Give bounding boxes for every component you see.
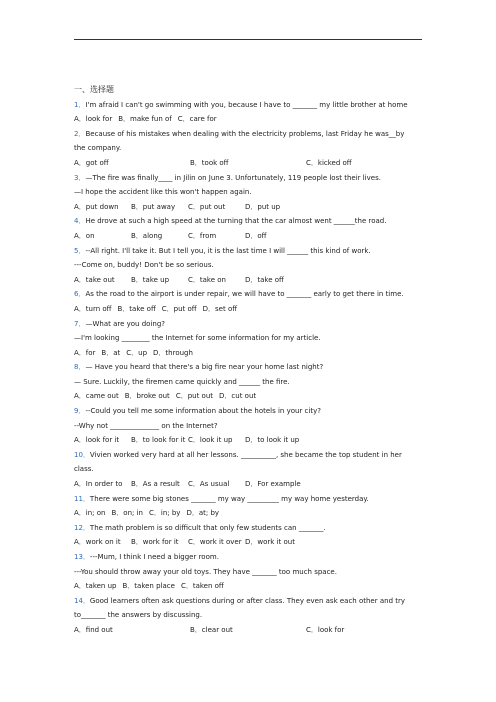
- answer-option[interactable]: C．from: [188, 231, 217, 240]
- answer-option[interactable]: B．along: [131, 231, 163, 240]
- answer-option[interactable]: A．look for: [74, 115, 113, 124]
- question-line: class.: [74, 465, 94, 474]
- question-line: ---You should throw away your old toys. They have _______ too much space.: [74, 567, 337, 576]
- answer-option[interactable]: D．For example: [245, 480, 301, 489]
- answer-options: [74, 389, 424, 404]
- question-item: [74, 214, 424, 243]
- answer-options: [74, 623, 424, 638]
- answer-option[interactable]: C．As usual: [188, 480, 230, 489]
- question-line: Vivien worked very hard at all her lessons. __________, she became the top student in her: [89, 450, 402, 459]
- answer-options: [74, 156, 424, 171]
- question-text: [74, 608, 424, 623]
- question-number: 13．: [74, 553, 90, 561]
- question-text: [74, 419, 424, 434]
- question-line: --Could you tell me some information about the hotels in your city?: [85, 407, 321, 416]
- answer-option[interactable]: C．up: [126, 348, 148, 357]
- answer-options: [74, 506, 424, 521]
- question-line: —What are you doing?: [85, 319, 165, 328]
- answer-option[interactable]: B．clear out: [190, 625, 233, 634]
- answer-option[interactable]: C．taken off: [180, 582, 224, 591]
- question-line: to_______ the answers by discussing.: [74, 611, 203, 620]
- question-text: [74, 171, 424, 186]
- answer-option[interactable]: B．to look for it: [131, 436, 186, 445]
- question-text: [74, 375, 424, 390]
- question-line: ---Come on, buddy! Don't be so serious.: [74, 261, 214, 270]
- question-line: --Why not ______________ on the Internet?: [74, 421, 218, 430]
- answer-option[interactable]: A．for: [74, 348, 96, 357]
- question-text: [74, 594, 424, 609]
- question-number: 3．: [74, 173, 86, 182]
- question-item: [74, 404, 424, 448]
- answer-option[interactable]: C．take on: [188, 275, 226, 284]
- section-title: 一、选择题: [74, 85, 114, 94]
- answer-option[interactable]: C．kicked off: [306, 158, 352, 167]
- answer-options: [74, 579, 424, 594]
- answer-option[interactable]: C．put off: [161, 304, 197, 313]
- answer-option[interactable]: D．through: [153, 348, 193, 357]
- answer-options: [74, 112, 424, 127]
- question-text: [74, 214, 424, 229]
- answer-option[interactable]: B．put away: [131, 202, 176, 211]
- answer-options: [74, 200, 424, 215]
- question-line: The math problem is so difficult that only few students can _______.: [89, 523, 326, 532]
- answer-option[interactable]: A．came out: [74, 392, 119, 401]
- answer-option[interactable]: A．find out: [74, 625, 113, 634]
- answer-option[interactable]: D．take off: [245, 275, 284, 284]
- question-item: [74, 171, 424, 215]
- question-line: Because of his mistakes when dealing with the electricity problems, last Friday he was__by: [85, 129, 405, 138]
- question-number: 6．: [74, 290, 86, 299]
- answer-option[interactable]: B．at: [101, 348, 121, 357]
- answer-option[interactable]: C．care for: [177, 115, 217, 124]
- question-line: Good learners often ask questions during or after class. They even ask each other and try: [89, 596, 406, 605]
- question-text: [74, 185, 424, 200]
- question-list: [74, 83, 424, 638]
- question-item: [74, 287, 424, 316]
- question-text: [74, 448, 424, 463]
- question-text: [74, 244, 424, 259]
- answer-option[interactable]: D．off: [245, 231, 267, 240]
- answer-option[interactable]: A．got off: [74, 158, 109, 167]
- question-text: [74, 521, 424, 536]
- question-number: 7．: [74, 319, 86, 328]
- question-number: 11．: [74, 494, 90, 503]
- question-item: [74, 98, 424, 127]
- question-number: 5．: [74, 246, 86, 255]
- question-number: 12．: [74, 523, 90, 532]
- answer-option[interactable]: B．make fun of: [118, 115, 172, 124]
- answer-options: [74, 477, 424, 492]
- question-line: —I'm looking ________ the Internet for some information for my article.: [74, 334, 321, 343]
- question-line: I'm afraid I can't go swimming with you, because I have to _______ my little brother at home: [85, 100, 408, 109]
- question-number: 4．: [74, 217, 86, 226]
- answer-option[interactable]: B．broke out: [124, 392, 170, 401]
- question-text: [74, 141, 424, 156]
- answer-option[interactable]: A．in; on: [74, 509, 106, 518]
- answer-options: [74, 273, 424, 288]
- answer-option[interactable]: A．work on it: [74, 538, 121, 547]
- question-number: 10．: [74, 450, 90, 459]
- answer-option[interactable]: B．As a result: [131, 480, 180, 489]
- answer-options: [74, 346, 424, 361]
- question-item: [74, 244, 424, 288]
- question-number: 14．: [74, 596, 90, 605]
- question-item: [74, 448, 424, 492]
- answer-options: [74, 433, 424, 448]
- answer-option[interactable]: D．at; by: [186, 509, 220, 518]
- question-item: [74, 492, 424, 521]
- question-number: 9．: [74, 407, 86, 416]
- answer-option[interactable]: B．take up: [131, 275, 170, 284]
- answer-option[interactable]: A．put down: [74, 202, 119, 211]
- question-text: [74, 550, 424, 565]
- answer-option[interactable]: B．on; in: [111, 509, 143, 518]
- answer-option[interactable]: D．cut out: [219, 392, 257, 401]
- question-number: 8．: [74, 363, 86, 372]
- answer-option[interactable]: B．take off: [117, 304, 156, 313]
- question-line: — Sure. Luckily, the firemen came quickly and ______ the fire.: [74, 377, 290, 386]
- answer-option[interactable]: A．on: [74, 231, 95, 240]
- question-item: [74, 127, 424, 171]
- answer-option[interactable]: D．to look it up: [245, 436, 300, 445]
- question-item: [74, 521, 424, 550]
- question-text: [74, 404, 424, 419]
- question-text: [74, 127, 424, 142]
- answer-option[interactable]: A．turn off: [74, 304, 112, 313]
- answer-option[interactable]: A．look for it: [74, 436, 120, 445]
- question-line: As the road to the airport is under repair, we will have to _______ early to get there in time.: [85, 290, 404, 299]
- question-text: [74, 98, 424, 113]
- answer-option[interactable]: A．taken up: [74, 582, 117, 591]
- question-line: —The fire was finally____ in Jilin on June 3. Unfortunately, 119 people lost their lives.: [85, 173, 381, 182]
- question-line: the company.: [74, 144, 122, 153]
- question-line: — Have you heard that there's a big fire near your home last night?: [85, 363, 324, 372]
- question-text: [74, 360, 424, 375]
- answer-option[interactable]: D．work it out: [245, 538, 295, 547]
- answer-option[interactable]: A．take out: [74, 275, 115, 284]
- question-line: He drove at such a high speed at the turning that the car almost went ______the road.: [85, 217, 387, 226]
- question-text: [74, 258, 424, 273]
- answer-option[interactable]: C．put out: [188, 202, 226, 211]
- answer-options: [74, 535, 424, 550]
- question-text: [74, 492, 424, 507]
- answer-option[interactable]: C．work it over: [188, 538, 242, 547]
- question-text: [74, 565, 424, 580]
- question-line: —I hope the accident like this won't happen again.: [74, 188, 252, 197]
- question-text: [74, 317, 424, 332]
- question-item: [74, 317, 424, 361]
- question-item: [74, 550, 424, 594]
- question-line: ---Mum, I think I need a bigger room.: [89, 553, 219, 561]
- header-rule: [74, 39, 422, 40]
- question-item: [74, 360, 424, 404]
- answer-option[interactable]: D．set off: [202, 304, 238, 313]
- answer-option[interactable]: C．in; by: [148, 509, 181, 518]
- answer-option[interactable]: B．taken place: [122, 582, 175, 591]
- question-line: --All right. I'll take it. But I tell you, it is the last time I will ______ this kind of work.: [85, 246, 371, 255]
- answer-option[interactable]: D．put up: [245, 202, 281, 211]
- question-text: [74, 287, 424, 302]
- answer-option[interactable]: C．look it up: [188, 436, 233, 445]
- question-number: 1．: [74, 100, 86, 109]
- question-item: [74, 594, 424, 638]
- question-text: [74, 462, 424, 477]
- answer-options: [74, 229, 424, 244]
- answer-option[interactable]: C．look for: [306, 625, 345, 634]
- answer-option[interactable]: A．In order to: [74, 480, 123, 489]
- answer-option[interactable]: B．took off: [190, 158, 229, 167]
- answer-options: [74, 302, 424, 317]
- question-line: There were some big stones _______ my way _________ my way home yesterday.: [89, 494, 369, 503]
- answer-option[interactable]: C．put out: [175, 392, 214, 401]
- answer-option[interactable]: B．work for it: [131, 538, 179, 547]
- question-text: [74, 331, 424, 346]
- question-number: 2．: [74, 129, 86, 138]
